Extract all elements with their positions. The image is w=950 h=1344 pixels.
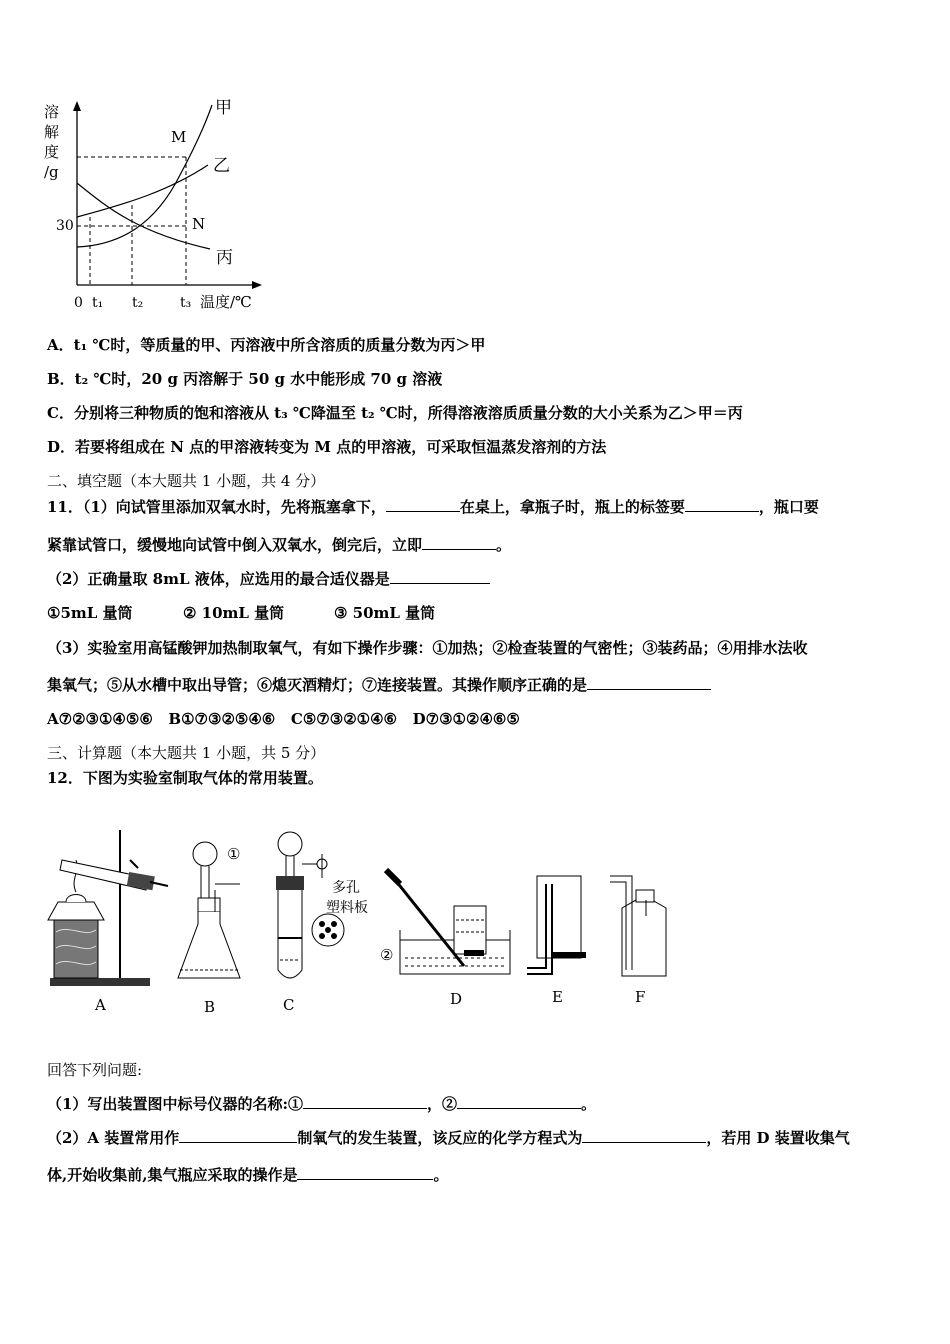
q11-part2-text: （2）正确量取 8mL 液体，应选用的最合适仪器是 bbox=[47, 570, 390, 588]
q11-text-2b: 。 bbox=[496, 536, 512, 554]
q11-orders: A⑦②③①④⑤⑥ B①⑦③②⑤④⑥ C⑤⑦③②①④⑥ D⑦③①②④⑥⑤ bbox=[47, 710, 520, 728]
q11-blank-2[interactable] bbox=[685, 497, 759, 512]
x-axis-arrow bbox=[252, 281, 262, 289]
q11-part3-line2 bbox=[47, 675, 711, 695]
q11-blank-4[interactable] bbox=[390, 569, 490, 584]
apparatus-a bbox=[48, 830, 168, 986]
option-c: C．分别将三种物质的饱和溶液从 t₃ ℃降温至 t₂ ℃时，所得溶液溶质质量分数的大小关系为乙＞甲＝丙 bbox=[47, 404, 743, 422]
q12-part2-line2 bbox=[47, 1165, 448, 1185]
series-jia-label: 甲 bbox=[215, 98, 232, 118]
apparatus-f bbox=[610, 876, 666, 976]
q12-part2-text-d: 体,开始收集前,集气瓶应采取的操作是 bbox=[47, 1166, 298, 1184]
point-M-label: M bbox=[171, 128, 187, 146]
q11-text-1a: 11．（1）向试管里添加双氧水时，先将瓶塞拿下， bbox=[47, 498, 386, 516]
apparatus-label-b: B bbox=[204, 998, 216, 1016]
q12-part1-text-b: ，② bbox=[426, 1095, 457, 1113]
x-axis-label: 温度/℃ bbox=[200, 293, 252, 311]
q12-part2-text-b: 制氧气的发生装置，该反应的化学方程式为 bbox=[297, 1129, 583, 1147]
option-b: B．t₂ ℃时，20 g 丙溶解于 50 g 水中能形成 70 g 溶液 bbox=[47, 370, 443, 388]
q12-part1-text-c: 。 bbox=[581, 1095, 597, 1113]
y-axis-label: 溶解度/g bbox=[44, 103, 60, 181]
q11-choice-1: ①5mL 量筒 bbox=[47, 604, 133, 622]
q11-part3-line1: （3）实验室用高锰酸钾加热制取氧气，有如下操作步骤：①加热；②检查装置的气密性；③装药品；④用排水法收 bbox=[47, 639, 808, 657]
q11-line1 bbox=[47, 497, 819, 517]
q12-part2-text-c: ，若用 D 装置收集气 bbox=[706, 1129, 850, 1147]
apparatus-figure bbox=[40, 820, 740, 1020]
q12-part1 bbox=[47, 1094, 596, 1114]
y-axis-arrow bbox=[73, 101, 81, 111]
series-yi-curve bbox=[77, 165, 208, 217]
q11-choice-3: ③ 50mL 量筒 bbox=[334, 604, 436, 622]
q12-blank-4[interactable] bbox=[582, 1128, 706, 1143]
q11-choice-2: ② 10mL 量筒 bbox=[183, 604, 285, 622]
q11-part3-text: 集氧气；⑤从水槽中取出导管；⑥熄灭酒精灯；⑦连接装置。其操作顺序正确的是 bbox=[47, 676, 588, 694]
apparatus-label-a: A bbox=[95, 996, 106, 1014]
q11-blank-1[interactable] bbox=[386, 497, 460, 512]
x-tick-t3: t₃ bbox=[180, 295, 192, 311]
apparatus-label-c: C bbox=[283, 996, 295, 1014]
q11-part2 bbox=[47, 569, 490, 589]
q12-blank-1[interactable] bbox=[303, 1094, 427, 1109]
apparatus-label-d: D bbox=[450, 990, 463, 1008]
q12-part1-text-a: （1）写出装置图中标号仪器的名称:① bbox=[47, 1095, 303, 1113]
section-2-heading: 二、填空题（本大题共 1 小题，共 4 分） bbox=[47, 472, 326, 490]
apparatus-label-f: F bbox=[635, 988, 646, 1006]
apparatus-d bbox=[386, 870, 510, 974]
q12-blank-5[interactable] bbox=[297, 1165, 433, 1180]
y-tick-30: 30 bbox=[56, 218, 74, 234]
x-tick-t1: t₁ bbox=[92, 295, 104, 311]
q12-title: 12．下图为实验室制取气体的常用装置。 bbox=[47, 769, 323, 787]
callout-1: ① bbox=[227, 845, 241, 863]
series-yi-label: 乙 bbox=[213, 156, 230, 176]
q11-text-2a: 紧靠试管口，缓慢地向试管中倒入双氧水，倒完后，立即 bbox=[47, 536, 423, 554]
q11-blank-5[interactable] bbox=[587, 675, 711, 690]
x-tick-0: 0 bbox=[74, 295, 83, 311]
section-3-heading: 三、计算题（本大题共 1 小题，共 5 分） bbox=[47, 744, 326, 762]
q12-blank-3[interactable] bbox=[179, 1128, 297, 1143]
apparatus-label-e: E bbox=[552, 988, 563, 1006]
q11-blank-3[interactable] bbox=[422, 535, 496, 550]
apparatus-e bbox=[527, 876, 586, 974]
point-N-label: N bbox=[192, 215, 206, 233]
q11-text-1c: ，瓶口要 bbox=[758, 498, 819, 516]
solubility-graph bbox=[40, 95, 280, 320]
q11-line2 bbox=[47, 535, 511, 555]
q12-part2-line1 bbox=[47, 1128, 850, 1148]
series-bing-label: 丙 bbox=[216, 248, 233, 268]
option-d: D．若要将组成在 N 点的甲溶液转变为 M 点的甲溶液，可采取恒温蒸发溶剂的方法 bbox=[47, 438, 607, 456]
option-a: A．t₁ ℃时，等质量的甲、丙溶液中所含溶质的质量分数为丙＞甲 bbox=[47, 336, 486, 354]
callout-2: ② bbox=[380, 946, 394, 964]
q12-part2-text-e: 。 bbox=[433, 1166, 449, 1184]
series-bing-curve bbox=[77, 183, 210, 249]
q12-blank-2[interactable] bbox=[457, 1094, 581, 1109]
plate-label-2: 塑料板 bbox=[326, 900, 368, 916]
q12-part2-text-a: （2）A 装置常用作 bbox=[47, 1129, 180, 1147]
plate-label-1: 多孔 bbox=[332, 880, 360, 896]
q11-text-1b: 在桌上，拿瓶子时，瓶上的标签要 bbox=[459, 498, 685, 516]
x-tick-t2: t₂ bbox=[132, 295, 144, 311]
q12-answer-intro: 回答下列问题: bbox=[47, 1061, 143, 1079]
